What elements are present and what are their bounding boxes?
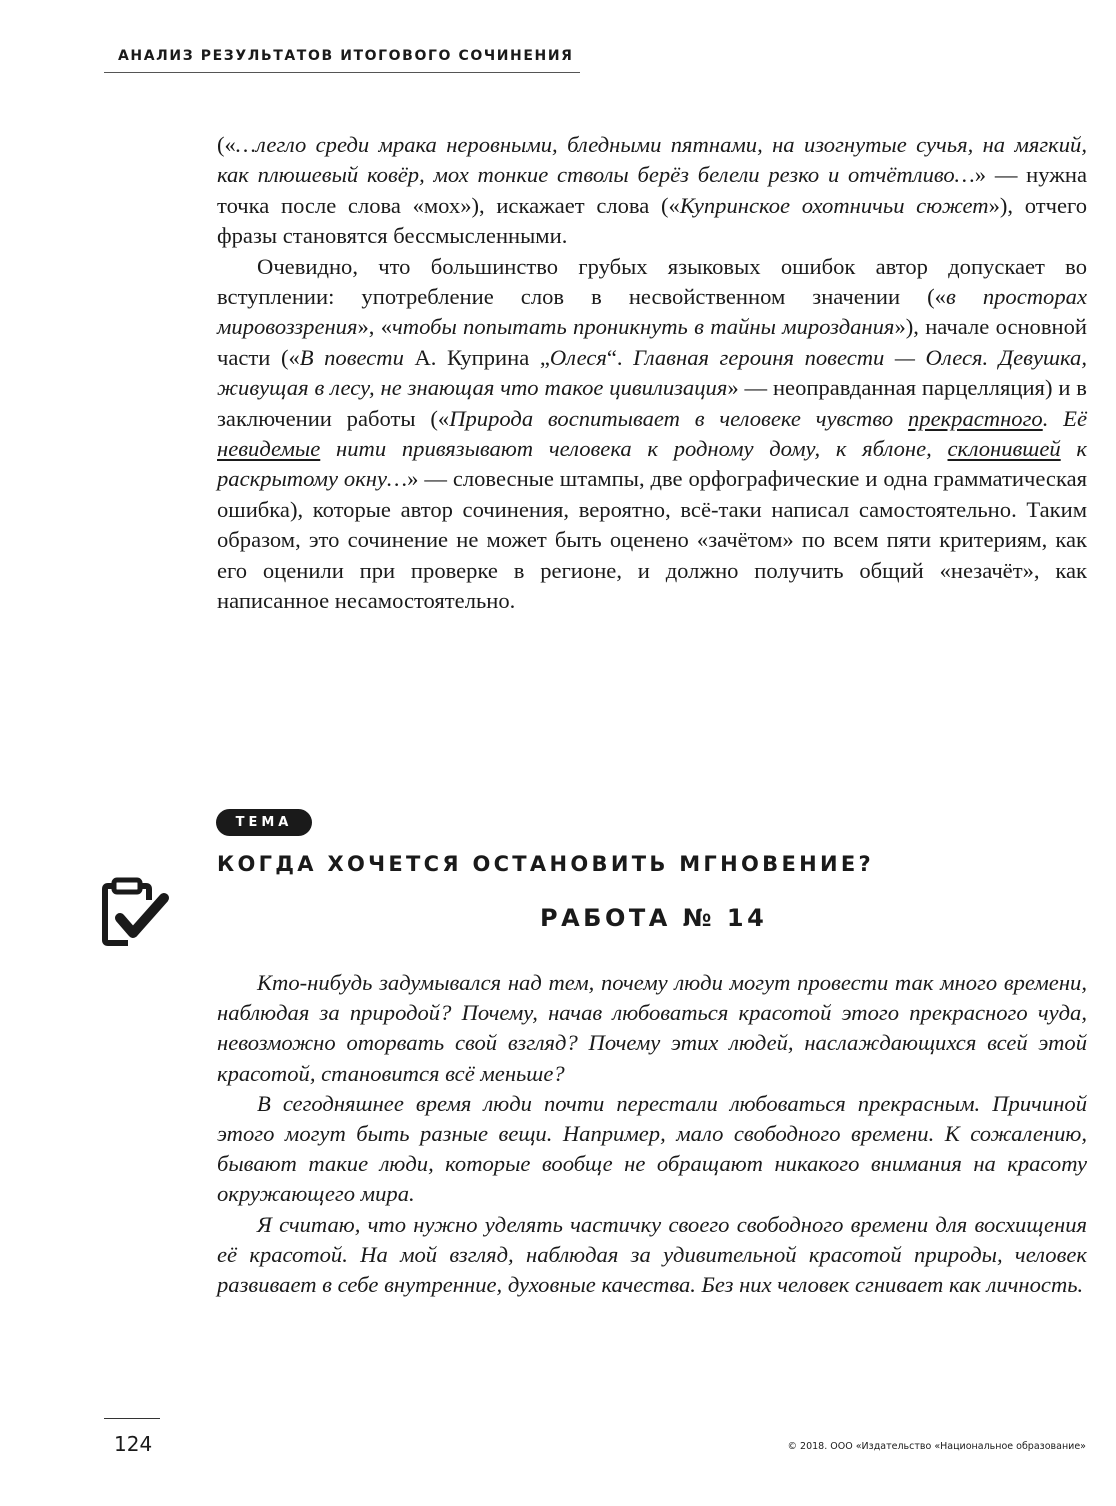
essay-text xyxy=(217,968,1087,1300)
header-rule xyxy=(104,72,580,73)
copyright-notice: © 2018. ООО «Издательство «Национальное образование» xyxy=(787,1441,1086,1452)
essay-paragraph-2: В сегодняшнее время люди почти перестали любоваться прекрасным. Причиной этого могут быть разные вещи. Например, мало свободного времени. К сожалению, бывают такие люди, которые вообще не обращают никакого внимания на красоту окружающего мира. xyxy=(217,1090,1087,1207)
topic-tag: ТЕМА xyxy=(216,809,312,836)
topic-title: КОГДА ХОЧЕТСЯ ОСТАНОВИТЬ МГНОВЕНИЕ? xyxy=(217,852,874,876)
analysis-paragraph-2: Очевидно, что большинство грубых языковых ошибок автор допускает во вступлении: употребление слов в несвойственном значении («в просторах мировоззрения», «чтобы попытать проникнуть в тайны мироздания»), начале основной части («В повести А. Куприна „Олеся“. Главная героиня повести — Олеся. Девушка, живущая в лесу, не знающая что такое цивилизация» — неоправданная парцелляция) и в заключении работы («Природа воспитывает в человеке чувство прекрастного. Её невидемые нити привязывают человека к родному дому, к яблоне, склонившей к раскрытому окну…» — словесные штампы, две орфографические и одна грамматическая ошибка), которые автор сочинения, вероятно, всё-таки написал самостоятельно. Таким образом, это сочинение не может быть оценено «зачётом» по всем пяти критериям, как его оценили при проверке в регионе, и должно получить общий «незачёт», как написанное несамостоятельно. xyxy=(217,253,1088,614)
running-title: АНАЛИЗ РЕЗУЛЬТАТОВ ИТОГОВОГО СОЧИНЕНИЯ xyxy=(118,48,574,64)
analysis-paragraph-1: («…легло среди мрака неровными, бледными пятнами, на изогнутые сучья, на мягкий, как плюшевый ковёр, мох тонкие стволы берёз белели резко и отчётливо…» — нужна точка после слова «мох»), искажает слова («Купринское охотничьи сюжет»), отчего фразы становятся бессмысленными. xyxy=(217,132,1087,249)
clipboard-check-icon xyxy=(100,874,170,948)
essay-paragraph-1: Кто-нибудь задумывался над тем, почему люди могут провести так много времени, наблюдая за природой? Почему, начав любоваться красотой этого прекрасного чуда, невозможно оторвать свой взгляд? Почему этих людей, наслаждающихся всей этой красотой, становится всё меньше? xyxy=(217,970,1087,1086)
analysis-text xyxy=(217,130,1087,617)
essay-paragraph-3: Я считаю, что нужно уделять частичку своего свободного времени для восхищения её красотой. На мой взгляд, наблюдая за удивительной красотой природы, человек развивает в себе внутренние, духовные качества. Без них человек сгнивает как личность. xyxy=(217,1211,1087,1298)
footer-rule xyxy=(104,1418,160,1419)
page-number: 124 xyxy=(114,1432,153,1456)
work-title: РАБОТА № 14 xyxy=(540,904,768,932)
